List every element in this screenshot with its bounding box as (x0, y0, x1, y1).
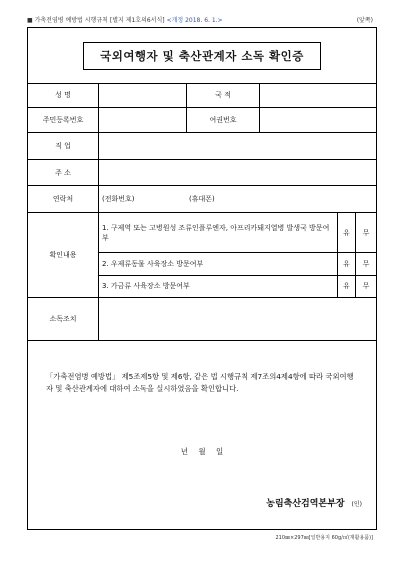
nationality-label: 국 적 (186, 83, 259, 107)
confirmation-statement: 「가축전염병 예방법」 제5조제5항 및 제6항, 같은 법 시행규칙 제7조의4제4항에 따라 국외여행자 및 축산관계자에 대하여 소독을 실시하였음을 확인합니다. (46, 372, 354, 393)
occupation-label: 직 업 (55, 142, 71, 150)
name-field[interactable] (98, 83, 186, 107)
id-field[interactable] (98, 108, 186, 132)
name-row (28, 83, 376, 108)
check-item-text: 1. 구제역 또는 고병원성 조류인플루엔자, 아프리카돼지열병 발생국 방문여부 (102, 223, 330, 242)
mobile-label: (휴대폰) (189, 195, 215, 203)
amendment-note: <개정 2018. 6. 1.> (166, 17, 223, 24)
certificate-form (27, 27, 377, 530)
no-option[interactable]: 무 (355, 275, 376, 297)
address-field[interactable] (98, 160, 376, 185)
passport-field[interactable] (259, 108, 376, 132)
signature-block (266, 496, 362, 509)
check-label: 확인내용 (49, 251, 77, 259)
nationality-field[interactable] (259, 83, 376, 107)
check-item-text: 2. 우제류동물 사육장소 방문여부 (102, 259, 204, 268)
form-title-area (28, 28, 376, 84)
occupation-field[interactable] (98, 133, 376, 159)
check-item-text: 3. 가금류 사육장소 방문여부 (102, 282, 190, 290)
passport-label: 여권번호 (186, 108, 259, 132)
form-reference: ■ 가축전염병 예방법 시행규칙 [별지 제1호의6서식] <개정 2018. 6. 1.> (27, 17, 223, 24)
no-option[interactable]: 무 (355, 252, 376, 275)
date-line: 년 월 일 (180, 447, 224, 456)
form-title: 국외여행자 및 축산관계자 소독 확인증 (83, 42, 321, 70)
address-row (28, 160, 376, 186)
seal-mark: (인) (351, 501, 362, 508)
contact-row (28, 186, 376, 213)
mobile-field[interactable] (186, 186, 376, 212)
disinfection-row (28, 298, 376, 341)
contact-label: 연락처 (52, 195, 74, 203)
name-label: 성 명 (55, 91, 71, 99)
phone-field[interactable] (98, 186, 186, 212)
yes-option[interactable]: 유 (337, 213, 355, 252)
no-option[interactable]: 무 (355, 213, 376, 252)
check-item-row (99, 252, 376, 276)
occupation-row (28, 133, 376, 160)
check-item-row (99, 213, 376, 253)
paper-spec: 210㎜×297㎜[일반용지 60g/㎡(재활용품)] (275, 535, 373, 541)
check-item-row (99, 275, 376, 297)
id-label: 주민등록번호 (42, 116, 84, 124)
disinfection-label: 소독조치 (49, 315, 77, 323)
yes-option[interactable]: 유 (337, 275, 355, 297)
phone-label: (전화번호) (102, 195, 135, 203)
address-label: 주 소 (55, 168, 71, 177)
signer-title: 농림축산검역본부장 (266, 499, 345, 509)
yes-option[interactable]: 유 (337, 252, 355, 275)
check-items (98, 213, 376, 297)
disinfection-field[interactable] (98, 298, 376, 340)
check-section (28, 213, 376, 298)
page-side-label: (앞쪽) (356, 17, 373, 24)
id-row (28, 108, 376, 133)
